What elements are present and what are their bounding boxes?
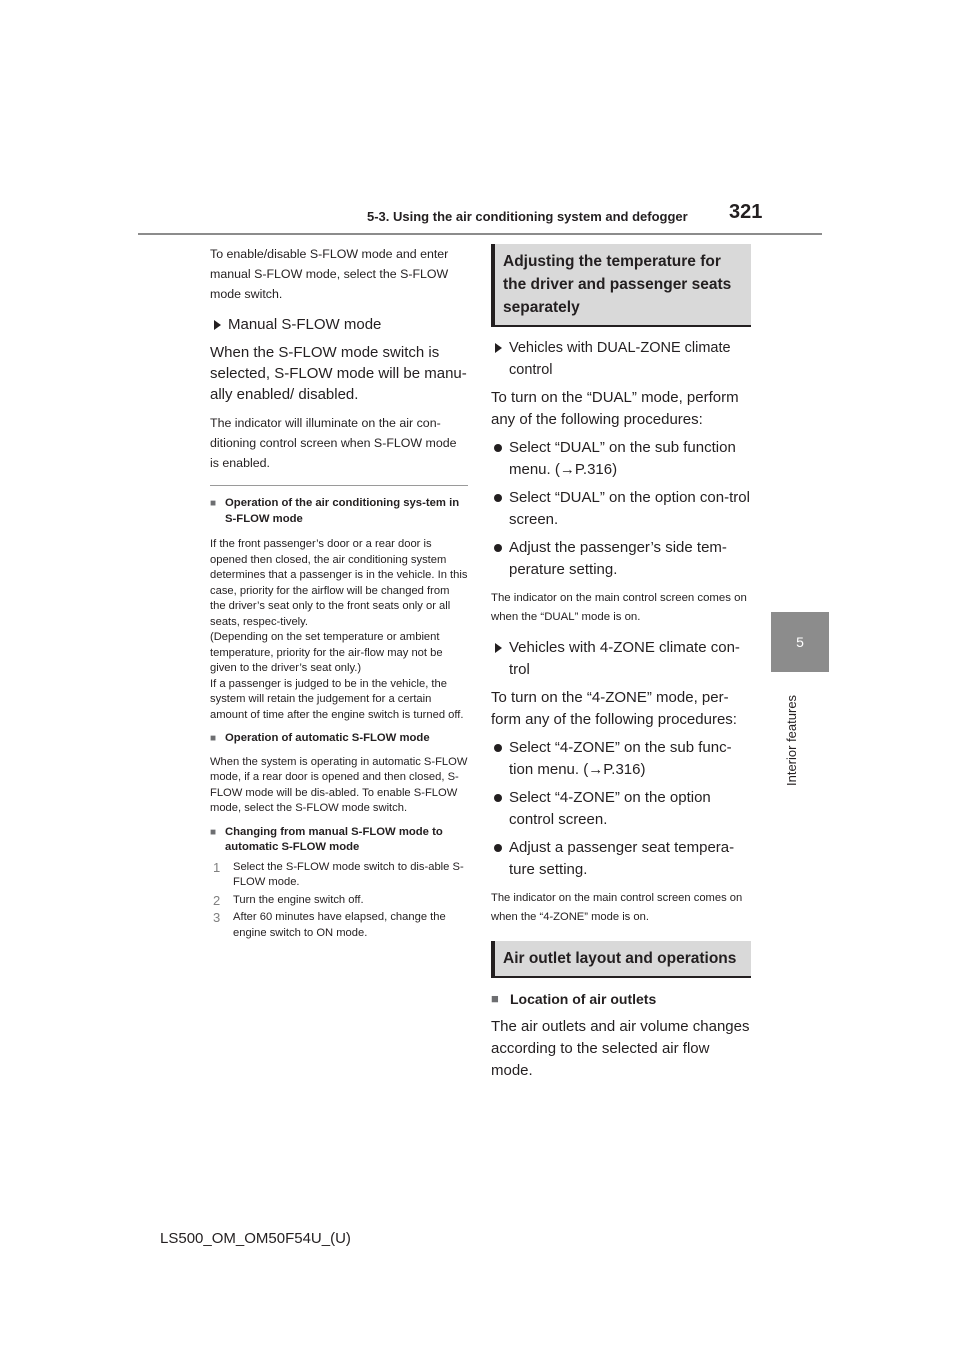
section-heading: Air outlet layout and operations [491,941,751,978]
step-item: 3 After 60 minutes have elapsed, change the engine switch to ON mode. [213,910,446,939]
dual-intro: To turn on the “DUAL” mode, perform any of the following procedures: [491,389,739,428]
header-divider [138,233,822,235]
note-text: If the front passenger’s door or a rear door is opened then closed, the air conditioning system determines that a passenger is in the vehicle. In this case, priority for the airflow will be changed from the driver’s seat only to the front seats only or all seats, respec-tively. [210,538,468,628]
list-item: Select “4-ZONE” on the sub func-tion menu. (→P.316) [491,737,751,781]
square-icon: ■ [210,498,217,509]
list-item: Select “DUAL” on the option con-trol screen. [491,487,751,531]
arrow-icon [495,643,502,653]
bullet-icon [494,544,502,552]
dual-note: The indicator on the main control screen comes on when the “DUAL” mode is on. [491,592,747,623]
arrow-icon [214,320,221,330]
heading-bar [491,941,495,976]
dual-heading: Vehicles with DUAL-ZONE climate control [491,337,751,381]
list-item: Select “4-ZONE” on the option control screen. [491,787,751,831]
bullet-icon [494,444,502,452]
list-item: Adjust the passenger’s side tem-perature setting. [491,537,751,581]
arrow-icon [495,343,502,353]
intro-text: To enable/disable S-FLOW mode and enter manual S-FLOW mode, select the S-FLOW mode switch. [210,247,449,301]
chapter-label-text: Interior features [784,694,799,786]
bullet-icon [494,494,502,502]
note-text: When the system is operating in automatic S-FLOW mode, if a rear door is opened and then closed, S-FLOW mode will be dis-abled. To enable S-FLOW mode, select the S-FLOW mode switch. [210,755,468,814]
square-icon: ■ [210,733,217,744]
step-item: 1 Select the S-FLOW mode switch to dis-able S-FLOW mode. [213,859,464,888]
list-item: Adjust a passenger seat tempera-ture setting. [491,837,751,881]
heading-bar [491,244,495,325]
four-zone-heading: Vehicles with 4-ZONE climate con-trol [491,637,751,681]
note-heading: ■ Operation of the air conditioning sys-tem in S-FLOW mode [210,497,460,525]
right-column [491,244,751,1082]
square-icon: ■ [491,991,499,1006]
four-zone-note: The indicator on the main control screen comes on when the “4-ZONE” mode is on. [491,892,743,923]
note-heading: ■ Changing from manual S-FLOW mode to automatic S-FLOW mode [210,825,443,853]
note-text: If a passenger is judged to be in the vehicle, the system will retain the judgement for a certain amount of time after the engine switch is turned off. [210,677,464,721]
document-code: LS500_OM_OM50F54U_(U) [160,1230,351,1247]
location-heading: ■ Location of air outlets [491,988,751,1010]
bullet-icon [494,844,502,852]
note-heading: ■ Operation of automatic S-FLOW mode [210,731,468,747]
page-number: 321 [729,201,763,223]
section-heading: Adjusting the temperature for the driver and passenger seats separately [491,244,751,327]
four-zone-intro: To turn on the “4-ZONE” mode, per-form any of the following procedures: [491,689,737,728]
list-item: Select “DUAL” on the sub function menu. (→P.316) [491,437,751,481]
chapter-tab: 5 [771,612,829,672]
bullet-icon [494,744,502,752]
left-column [210,244,468,941]
step-item: 2 Turn the engine switch off. [213,892,364,908]
square-icon: ■ [210,826,217,838]
indicator-text: The indicator will illuminate on the air con-ditioning control screen when S-FLOW mode is enabled. [210,416,457,470]
location-text: The air outlets and air volume changes according to the selected air flow mode. [491,1018,750,1079]
bullet-icon [494,794,502,802]
section-title: 5-3. Using the air conditioning system and defogger [367,209,688,224]
manual-heading: Manual S-FLOW mode [210,314,468,336]
note-text: (Depending on the set temperature or ambient temperature, priority for the air-flow may not be given to the driver’s seat only.) [210,631,443,674]
chapter-label [784,686,802,786]
manual-text: When the S-FLOW mode switch is selected, S-FLOW mode will be manu-ally enabled/ disabled. [210,344,467,403]
